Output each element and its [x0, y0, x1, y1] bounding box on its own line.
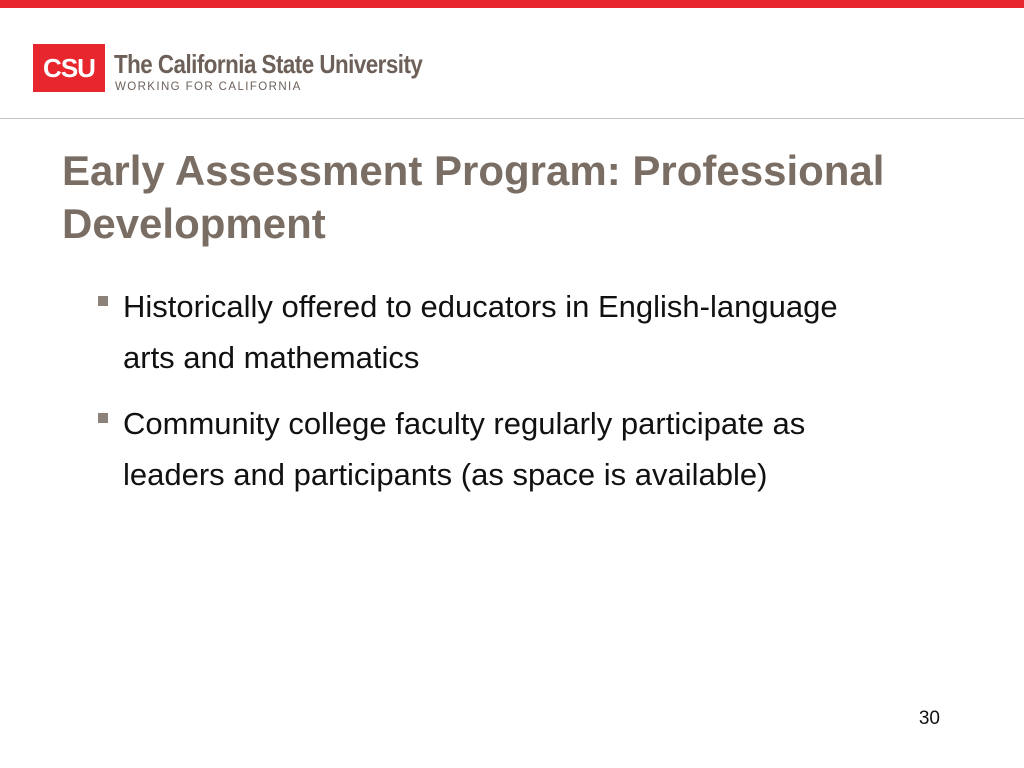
- bullet-item: [96, 281, 916, 383]
- square-bullet-icon: [98, 413, 108, 423]
- csu-logo: [33, 44, 105, 92]
- slide-title: Early Assessment Program: Professional Development: [62, 147, 885, 247]
- square-bullet-icon: [98, 296, 108, 306]
- organization-tagline: WORKING FOR CALIFORNIA: [115, 81, 302, 93]
- header-divider: [0, 118, 1024, 119]
- top-accent-bar: [0, 0, 1024, 8]
- bullet-text: Community college faculty regularly participate as leaders and participants (as space is available): [123, 406, 806, 492]
- organization-name: The California State University: [114, 49, 423, 79]
- bullet-item: [96, 398, 916, 500]
- logo-text: CSU: [43, 52, 95, 83]
- bullet-list: [96, 281, 916, 515]
- page-number: 30: [918, 708, 940, 729]
- bullet-text: Historically offered to educators in English-language arts and mathematics: [123, 289, 838, 375]
